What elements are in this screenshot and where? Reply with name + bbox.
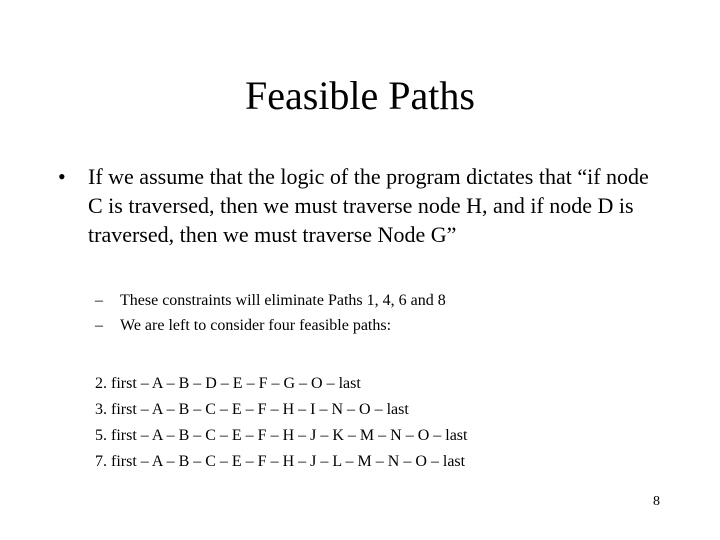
feasible-path-list: [95, 371, 675, 475]
sub-bullet-marker: –: [95, 317, 103, 334]
sub-bullet: [95, 288, 675, 313]
sub-bullet-text: We are left to consider four feasible paths:: [120, 317, 392, 334]
bullet-text: If we assume that the logic of the program dictates that “if node C is traversed, then we must traverse node H, and if node D is traversed, then we must traverse Node G”: [88, 164, 649, 247]
sub-bullet-text: These constraints will eliminate Paths 1, 4, 6 and 8: [120, 292, 446, 309]
sub-bullet: [95, 313, 675, 338]
path-item: 2. first – A – B – D – E – F – G – O – last: [95, 375, 361, 392]
main-bullet: [58, 162, 668, 249]
slide-title: Feasible Paths: [245, 73, 475, 118]
sub-bullet-marker: –: [95, 292, 103, 309]
page-number: 8: [653, 494, 660, 509]
path-item: 3. first – A – B – C – E – F – H – I – N – O – last: [95, 401, 409, 418]
bullet-marker: •: [58, 164, 66, 189]
path-item: 7. first – A – B – C – E – F – H – J – L – M – N – O – last: [95, 453, 466, 470]
path-item: 5. first – A – B – C – E – F – H – J – K – M – N – O – last: [95, 427, 468, 444]
sub-bullet-list: [95, 288, 675, 338]
